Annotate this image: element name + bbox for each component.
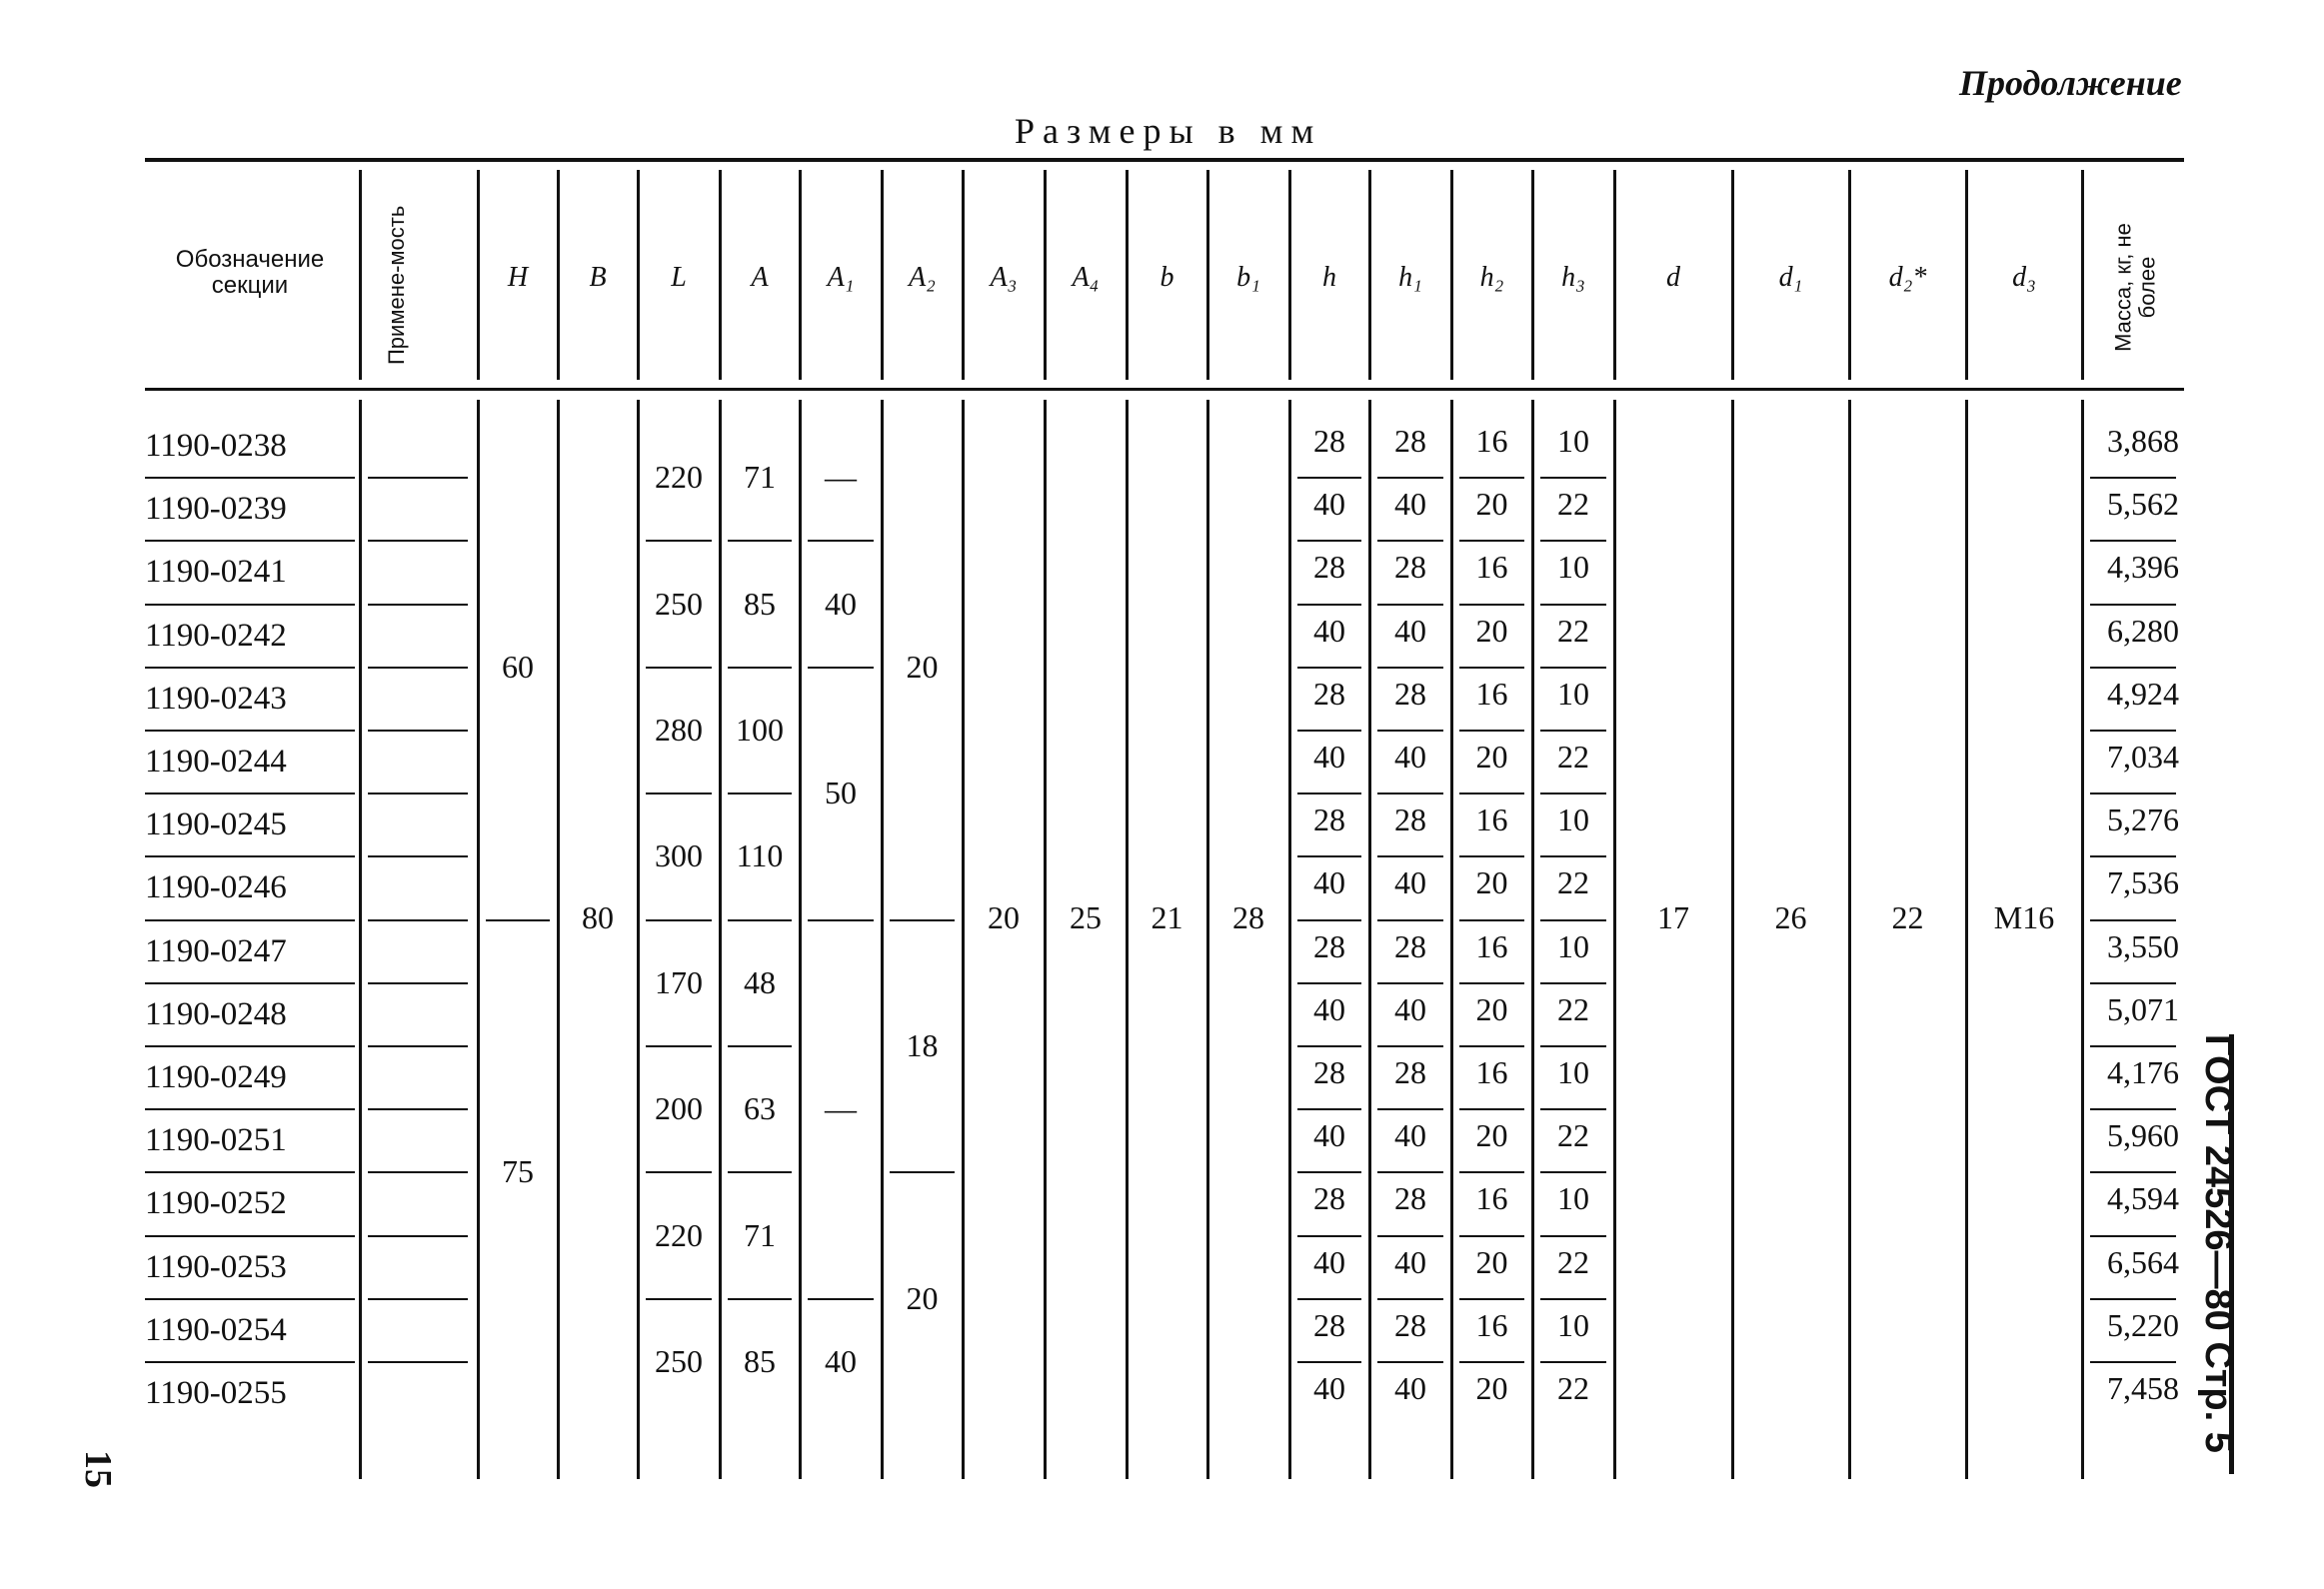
row-h1: 40 <box>1394 1117 1426 1154</box>
row-h3: 22 <box>1557 1117 1589 1154</box>
row-rule <box>1540 667 1606 669</box>
row-rule <box>1377 1108 1443 1110</box>
units-caption: Размеры в мм <box>1015 111 1322 151</box>
row-rule <box>145 1361 355 1363</box>
row-rule <box>1297 1108 1361 1110</box>
col-header-d: d <box>1666 262 1680 293</box>
col-header-mass: Масса, кг, не более <box>2110 223 2160 352</box>
row-rule <box>368 919 468 921</box>
group-a: 85 <box>744 1343 776 1379</box>
column-divider <box>881 400 884 1479</box>
row-rule <box>1377 540 1443 542</box>
row-rule <box>1459 855 1524 857</box>
row-mass: 4,924 <box>2107 675 2179 712</box>
row-h: 28 <box>1313 1180 1345 1217</box>
row-h3: 22 <box>1557 612 1589 649</box>
col-header-a2: A₂ <box>909 262 936 293</box>
row-designation: 1190-0255 <box>145 1375 287 1411</box>
row-rule <box>1377 667 1443 669</box>
row-designation: 1190-0254 <box>145 1311 287 1348</box>
row-rule <box>368 1235 468 1237</box>
row-rule <box>1540 919 1606 921</box>
row-h2: 16 <box>1475 1054 1508 1090</box>
row-rule <box>1297 982 1361 984</box>
group-l: 250 <box>655 585 703 622</box>
row-designation: 1190-0243 <box>145 680 287 717</box>
row-rule <box>1377 730 1443 732</box>
row-designation: 1190-0238 <box>145 428 287 464</box>
group-a2: 18 <box>906 1027 939 1063</box>
row-h1: 28 <box>1394 1306 1426 1343</box>
group-a1: — <box>825 1090 857 1127</box>
group-l: 300 <box>655 837 703 874</box>
group-rule <box>646 919 712 921</box>
column-divider <box>1848 400 1851 1479</box>
row-rule <box>145 730 355 732</box>
row-rule <box>1459 1108 1524 1110</box>
row-h1: 40 <box>1394 739 1426 775</box>
row-rule <box>1540 730 1606 732</box>
row-h: 28 <box>1313 675 1345 712</box>
row-h3: 10 <box>1557 675 1589 712</box>
row-h: 40 <box>1313 864 1345 901</box>
row-h: 40 <box>1313 1117 1345 1154</box>
row-rule <box>1297 919 1361 921</box>
group-rule <box>646 1171 712 1173</box>
row-mass: 5,960 <box>2107 1117 2179 1154</box>
row-rule <box>368 477 468 479</box>
row-rule <box>368 540 468 542</box>
row-h: 28 <box>1313 927 1345 964</box>
row-rule <box>1297 730 1361 732</box>
row-h2: 20 <box>1475 1243 1508 1280</box>
row-mass: 6,564 <box>2107 1243 2179 1280</box>
row-mass: 7,458 <box>2107 1370 2179 1406</box>
row-rule <box>1540 1108 1606 1110</box>
column-divider <box>637 400 640 1479</box>
col-header-h1: h₁ <box>1398 262 1422 293</box>
group-rule <box>646 1045 712 1047</box>
col-header-h3: h₃ <box>1561 262 1585 293</box>
row-rule <box>2090 1361 2176 1363</box>
common-d: 17 <box>1657 898 1689 935</box>
row-rule <box>1377 982 1443 984</box>
row-h2: 16 <box>1475 1306 1508 1343</box>
row-rule <box>368 1361 468 1363</box>
row-h1: 40 <box>1394 990 1426 1027</box>
row-h3: 10 <box>1557 1054 1589 1090</box>
row-rule <box>1459 793 1524 794</box>
common-d1: 26 <box>1774 898 1807 935</box>
group-rule <box>890 1171 955 1173</box>
row-rule <box>2090 855 2176 857</box>
row-rule <box>145 793 355 794</box>
row-h: 40 <box>1313 612 1345 649</box>
row-rule <box>1540 1045 1606 1047</box>
row-rule <box>2090 730 2176 732</box>
row-h: 28 <box>1313 549 1345 586</box>
common-b: 80 <box>582 898 614 935</box>
row-h1: 40 <box>1394 486 1426 523</box>
row-rule <box>1377 1298 1443 1300</box>
row-h: 28 <box>1313 1054 1345 1090</box>
group-a: 71 <box>744 1216 776 1253</box>
row-rule <box>1459 982 1524 984</box>
row-mass: 3,868 <box>2107 423 2179 459</box>
row-rule <box>1459 1171 1524 1173</box>
row-mass: 5,071 <box>2107 990 2179 1027</box>
row-mass: 5,220 <box>2107 1306 2179 1343</box>
group-rule <box>728 540 792 542</box>
col-header-a3: A₃ <box>990 262 1018 293</box>
group-l: 170 <box>655 963 703 1000</box>
row-rule <box>368 604 468 606</box>
row-rule <box>1540 540 1606 542</box>
group-rule <box>646 540 712 542</box>
column-divider <box>1206 400 1209 1479</box>
row-rule <box>368 1108 468 1110</box>
row-h2: 20 <box>1475 990 1508 1027</box>
row-rule <box>1540 477 1606 479</box>
row-h1: 28 <box>1394 1180 1426 1217</box>
row-rule <box>1459 477 1524 479</box>
row-h1: 28 <box>1394 423 1426 459</box>
column-divider <box>799 400 802 1479</box>
row-rule <box>1459 1045 1524 1047</box>
row-h2: 20 <box>1475 1370 1508 1406</box>
col-header-d1: d₁ <box>1778 262 1803 293</box>
group-rule <box>646 1298 712 1300</box>
row-rule <box>145 1171 355 1173</box>
row-h2: 20 <box>1475 486 1508 523</box>
row-rule <box>2090 477 2176 479</box>
common-d2: 22 <box>1891 898 1924 935</box>
common-a3: 20 <box>988 898 1020 935</box>
column-divider <box>557 400 560 1479</box>
col-header-b1: b₁ <box>1236 262 1260 293</box>
row-mass: 4,396 <box>2107 549 2179 586</box>
row-rule <box>2090 667 2176 669</box>
row-rule <box>145 1298 355 1300</box>
col-header-b: b <box>1160 262 1174 293</box>
row-mass: 7,536 <box>2107 864 2179 901</box>
row-rule <box>1459 1361 1524 1363</box>
row-rule <box>1377 855 1443 857</box>
row-rule <box>1297 1235 1361 1237</box>
group-a2: 20 <box>906 1279 939 1316</box>
group-rule <box>728 919 792 921</box>
row-designation: 1190-0242 <box>145 617 287 654</box>
row-rule <box>1540 604 1606 606</box>
row-rule <box>1459 1298 1524 1300</box>
col-header-b: B <box>589 262 607 293</box>
row-rule <box>368 1171 468 1173</box>
row-h1: 40 <box>1394 1243 1426 1280</box>
row-rule <box>368 1045 468 1047</box>
row-h2: 20 <box>1475 864 1508 901</box>
column-divider <box>1965 400 1968 1479</box>
group-a2: 20 <box>906 648 939 685</box>
row-h: 28 <box>1313 1306 1345 1343</box>
row-h3: 10 <box>1557 1306 1589 1343</box>
group-l: 220 <box>655 459 703 496</box>
common-d3: M16 <box>1993 898 2055 935</box>
row-rule <box>1459 1235 1524 1237</box>
row-mass: 7,034 <box>2107 739 2179 775</box>
row-rule <box>145 1045 355 1047</box>
group-rule <box>808 1298 874 1300</box>
row-mass: 4,176 <box>2107 1054 2179 1090</box>
col-header-h2: h₂ <box>1479 262 1504 293</box>
column-divider <box>477 400 480 1479</box>
row-h3: 22 <box>1557 486 1589 523</box>
row-rule <box>145 477 355 479</box>
row-rule <box>1540 793 1606 794</box>
row-rule <box>1540 1298 1606 1300</box>
group-rule <box>646 667 712 669</box>
row-rule <box>2090 1235 2176 1237</box>
group-a1: 50 <box>825 775 857 811</box>
group-a1: 40 <box>825 585 857 622</box>
row-rule <box>1297 1298 1361 1300</box>
row-h1: 40 <box>1394 1370 1426 1406</box>
row-h2: 16 <box>1475 549 1508 586</box>
row-h1: 28 <box>1394 927 1426 964</box>
row-rule <box>1297 604 1361 606</box>
group-h: 75 <box>502 1153 534 1190</box>
row-rule <box>145 604 355 606</box>
row-mass: 3,550 <box>2107 927 2179 964</box>
row-rule <box>1540 982 1606 984</box>
row-rule <box>1459 667 1524 669</box>
row-designation: 1190-0253 <box>145 1248 287 1285</box>
common-a4: 25 <box>1070 898 1102 935</box>
row-rule <box>1459 540 1524 542</box>
row-designation: 1190-0245 <box>145 806 287 843</box>
row-rule <box>368 982 468 984</box>
group-rule <box>646 793 712 794</box>
col-header-h: H <box>507 262 529 293</box>
row-rule <box>1297 477 1361 479</box>
row-h2: 16 <box>1475 675 1508 712</box>
row-rule <box>145 667 355 669</box>
row-designation: 1190-0248 <box>145 995 287 1032</box>
column-divider <box>359 170 362 380</box>
col-header-a4: A₄ <box>1072 262 1100 293</box>
row-rule <box>368 855 468 857</box>
row-rule <box>2090 919 2176 921</box>
row-h2: 20 <box>1475 739 1508 775</box>
column-divider <box>719 400 722 1479</box>
row-designation: 1190-0247 <box>145 932 287 969</box>
row-h2: 20 <box>1475 1117 1508 1154</box>
row-h3: 22 <box>1557 864 1589 901</box>
group-rule <box>728 667 792 669</box>
row-rule <box>1377 604 1443 606</box>
row-rule <box>2090 1108 2176 1110</box>
group-a: 85 <box>744 585 776 622</box>
row-rule <box>368 667 468 669</box>
group-a: 48 <box>744 963 776 1000</box>
group-a1: 40 <box>825 1343 857 1379</box>
row-rule <box>1540 855 1606 857</box>
row-rule <box>145 540 355 542</box>
header-bottom-rule <box>145 388 2184 391</box>
common-b1: 28 <box>1232 898 1264 935</box>
row-rule <box>2090 982 2176 984</box>
row-h3: 10 <box>1557 423 1589 459</box>
row-h3: 22 <box>1557 1370 1589 1406</box>
column-divider <box>1044 400 1047 1479</box>
group-rule <box>728 793 792 794</box>
row-rule <box>2090 604 2176 606</box>
row-h2: 16 <box>1475 1180 1508 1217</box>
row-designation: 1190-0241 <box>145 554 287 591</box>
col-header-a: A <box>751 262 769 293</box>
row-h3: 10 <box>1557 927 1589 964</box>
column-divider <box>1731 400 1734 1479</box>
row-h3: 22 <box>1557 990 1589 1027</box>
row-rule <box>1297 1171 1361 1173</box>
row-designation: 1190-0251 <box>145 1122 287 1159</box>
row-rule <box>2090 1298 2176 1300</box>
row-rule <box>1377 919 1443 921</box>
row-h: 40 <box>1313 486 1345 523</box>
row-rule <box>1377 1171 1443 1173</box>
row-rule <box>1377 477 1443 479</box>
row-designation: 1190-0252 <box>145 1185 287 1222</box>
row-rule <box>1297 855 1361 857</box>
row-rule <box>145 982 355 984</box>
row-h: 40 <box>1313 1370 1345 1406</box>
col-header-d3: d₃ <box>2012 262 2036 293</box>
group-a: 100 <box>736 712 784 748</box>
row-h2: 16 <box>1475 801 1508 838</box>
row-rule <box>1540 1361 1606 1363</box>
group-rule <box>728 1298 792 1300</box>
row-rule <box>1459 730 1524 732</box>
row-h: 40 <box>1313 1243 1345 1280</box>
group-a: 71 <box>744 459 776 496</box>
row-rule <box>2090 1045 2176 1047</box>
column-divider <box>962 400 965 1479</box>
col-header-designation: Обозначение секции <box>175 246 325 299</box>
row-h1: 28 <box>1394 549 1426 586</box>
group-rule <box>486 919 550 921</box>
row-rule <box>1377 793 1443 794</box>
row-h: 40 <box>1313 739 1345 775</box>
group-l: 200 <box>655 1090 703 1127</box>
col-header-h: h <box>1322 262 1336 293</box>
row-designation: 1190-0244 <box>145 744 287 780</box>
row-rule <box>1297 667 1361 669</box>
row-rule <box>2090 1171 2176 1173</box>
row-mass: 5,276 <box>2107 801 2179 838</box>
row-h3: 22 <box>1557 1243 1589 1280</box>
group-rule <box>728 1171 792 1173</box>
row-mass: 5,562 <box>2107 486 2179 523</box>
row-h1: 28 <box>1394 801 1426 838</box>
row-h1: 28 <box>1394 675 1426 712</box>
row-rule <box>1297 1045 1361 1047</box>
common-b: 21 <box>1151 898 1183 935</box>
row-rule <box>145 919 355 921</box>
continuation-label: Продолжение <box>1959 63 2182 103</box>
page-number: 15 <box>77 1450 119 1488</box>
row-rule <box>2090 540 2176 542</box>
row-rule <box>145 855 355 857</box>
row-h2: 20 <box>1475 612 1508 649</box>
group-l: 220 <box>655 1216 703 1253</box>
row-h1: 40 <box>1394 864 1426 901</box>
row-rule <box>1377 1361 1443 1363</box>
row-h3: 22 <box>1557 739 1589 775</box>
row-rule <box>1540 1235 1606 1237</box>
group-a: 63 <box>744 1090 776 1127</box>
row-h: 28 <box>1313 423 1345 459</box>
table-top-rule <box>145 158 2184 162</box>
row-h1: 40 <box>1394 612 1426 649</box>
row-rule <box>368 793 468 794</box>
row-rule <box>2090 793 2176 794</box>
group-a1: — <box>825 459 857 496</box>
row-rule <box>1297 793 1361 794</box>
group-a: 110 <box>736 837 784 874</box>
col-header-l: L <box>671 262 687 293</box>
row-rule <box>1459 919 1524 921</box>
row-h3: 10 <box>1557 549 1589 586</box>
row-rule <box>145 1235 355 1237</box>
col-header-d2: d₂* <box>1888 262 1927 293</box>
group-rule <box>808 667 874 669</box>
row-mass: 4,594 <box>2107 1180 2179 1217</box>
row-rule <box>1297 540 1361 542</box>
col-header-applicability: Примене-мость <box>384 205 409 365</box>
row-designation: 1190-0246 <box>145 869 287 906</box>
row-h2: 16 <box>1475 423 1508 459</box>
row-h2: 16 <box>1475 927 1508 964</box>
row-designation: 1190-0239 <box>145 491 287 528</box>
row-rule <box>1297 1361 1361 1363</box>
group-h: 60 <box>502 648 534 685</box>
group-l: 280 <box>655 712 703 748</box>
row-h3: 10 <box>1557 1180 1589 1217</box>
row-rule <box>145 1108 355 1110</box>
row-h: 40 <box>1313 990 1345 1027</box>
row-h3: 10 <box>1557 801 1589 838</box>
row-mass: 6,280 <box>2107 612 2179 649</box>
row-designation: 1190-0249 <box>145 1059 287 1095</box>
group-l: 250 <box>655 1343 703 1379</box>
group-rule <box>728 1045 792 1047</box>
row-h: 28 <box>1313 801 1345 838</box>
column-divider <box>1126 400 1129 1479</box>
row-rule <box>1377 1235 1443 1237</box>
row-rule <box>1459 604 1524 606</box>
row-rule <box>368 730 468 732</box>
group-rule <box>808 919 874 921</box>
col-header-a1: A₁ <box>827 262 855 293</box>
row-rule <box>1377 1045 1443 1047</box>
side-label: ГОСТ 24526—80 Стр. 5 <box>2197 1034 2239 1453</box>
group-rule <box>808 540 874 542</box>
group-rule <box>890 919 955 921</box>
row-rule <box>1540 1171 1606 1173</box>
row-h1: 28 <box>1394 1054 1426 1090</box>
row-rule <box>368 1298 468 1300</box>
